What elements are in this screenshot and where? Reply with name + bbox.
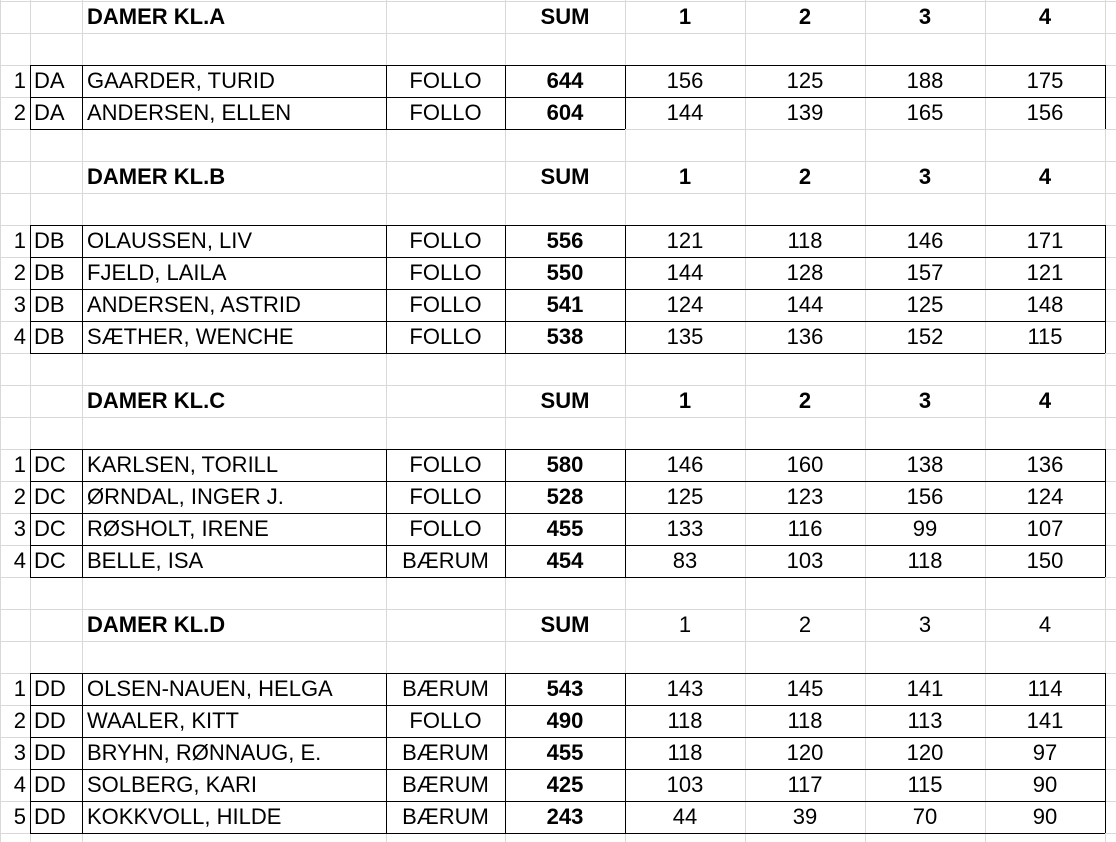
score-4-cell[interactable]: 107	[1026, 516, 1064, 541]
score-4-cell[interactable]: 148	[1026, 292, 1064, 317]
club-cell[interactable]: FOLLO	[409, 708, 482, 733]
score-2-cell[interactable]: 123	[786, 484, 824, 509]
rank-cell[interactable]: 2	[13, 260, 26, 285]
sum-cell[interactable]: 454	[546, 548, 584, 573]
table-border-line	[30, 449, 1105, 450]
rank-cell[interactable]: 2	[13, 100, 26, 125]
grid-row-line	[0, 33, 1116, 34]
score-4-cell[interactable]: 115	[1027, 324, 1063, 349]
table-border-line	[505, 65, 506, 129]
score-1-cell[interactable]: 44	[672, 804, 698, 829]
score-3-cell[interactable]: 156	[906, 484, 944, 509]
round-4-header[interactable]: 4	[1038, 388, 1052, 413]
class-code-cell[interactable]: DC	[34, 516, 66, 541]
sum-cell[interactable]: 556	[546, 228, 584, 253]
table-border-line	[30, 449, 31, 577]
score-4-cell[interactable]: 97	[1032, 740, 1058, 765]
score-3-cell[interactable]: 115	[907, 772, 943, 797]
table-border-line	[30, 673, 1105, 674]
sum-cell[interactable]: 550	[546, 260, 584, 285]
score-4-cell[interactable]: 150	[1026, 548, 1064, 573]
rank-cell[interactable]: 3	[13, 516, 26, 541]
score-3-cell[interactable]: 113	[907, 708, 943, 733]
round-3-header[interactable]: 3	[918, 612, 932, 637]
score-2-cell[interactable]: 118	[787, 708, 823, 733]
score-3-cell[interactable]: 138	[906, 452, 944, 477]
score-1-cell[interactable]: 144	[666, 100, 704, 125]
table-row[interactable]	[0, 289, 1116, 321]
round-1-header[interactable]: 1	[678, 4, 692, 29]
table-border-line	[30, 353, 1105, 354]
rank-cell[interactable]: 1	[13, 228, 26, 253]
rank-cell[interactable]: 1	[13, 452, 26, 477]
score-3-cell[interactable]: 70	[912, 804, 938, 829]
name-cell[interactable]: WAALER, KITT	[87, 708, 239, 733]
score-2-cell[interactable]: 144	[786, 292, 824, 317]
table-border-line	[1105, 449, 1106, 577]
table-border-line	[1105, 65, 1106, 129]
class-code-cell[interactable]: DA	[34, 100, 65, 125]
name-cell[interactable]: OLAUSSEN, LIV	[87, 228, 253, 253]
table-border-line	[30, 129, 625, 130]
club-cell[interactable]: FOLLO	[409, 260, 482, 285]
club-cell[interactable]: BÆRUM	[402, 676, 489, 701]
score-4-cell[interactable]: 124	[1026, 484, 1064, 509]
score-3-cell[interactable]: 141	[906, 676, 944, 701]
table-border-line	[625, 449, 626, 577]
round-1-header[interactable]: 1	[678, 388, 692, 413]
name-cell[interactable]: GAARDER, TURID	[87, 68, 275, 93]
rank-cell[interactable]: 5	[13, 804, 26, 829]
round-3-header[interactable]: 3	[918, 164, 932, 189]
table-row[interactable]	[0, 449, 1116, 481]
table-row[interactable]	[0, 737, 1116, 769]
score-2-cell[interactable]: 145	[786, 676, 824, 701]
class-code-cell[interactable]: DB	[34, 324, 65, 349]
class-code-cell[interactable]: DD	[34, 676, 66, 701]
rank-cell[interactable]: 1	[13, 676, 26, 701]
round-3-header[interactable]: 3	[918, 388, 932, 413]
class-code-cell[interactable]: DD	[34, 804, 66, 829]
grid-row-line	[0, 641, 1116, 642]
score-2-cell[interactable]: 118	[787, 228, 823, 253]
table-row[interactable]	[0, 65, 1116, 97]
table-row[interactable]	[0, 225, 1116, 257]
club-cell[interactable]: BÆRUM	[402, 740, 489, 765]
table-border-line	[30, 481, 1105, 482]
score-1-cell[interactable]: 156	[666, 68, 704, 93]
table-border-line	[625, 65, 626, 129]
class-code-cell[interactable]: DA	[34, 68, 65, 93]
score-1-cell[interactable]: 143	[666, 676, 704, 701]
name-cell[interactable]: KOKKVOLL, HILDE	[87, 804, 282, 829]
section-title[interactable]: DAMER KL.D	[87, 612, 226, 637]
score-2-cell[interactable]: 116	[787, 516, 823, 541]
score-3-cell[interactable]: 188	[906, 68, 944, 93]
score-4-cell[interactable]: 136	[1026, 452, 1064, 477]
club-cell[interactable]: FOLLO	[409, 292, 482, 317]
table-border-line	[386, 673, 387, 833]
sum-cell[interactable]: 538	[546, 324, 584, 349]
table-row[interactable]	[0, 321, 1116, 353]
sum-column-header[interactable]: SUM	[540, 612, 590, 637]
class-code-cell[interactable]: DC	[34, 452, 66, 477]
table-border-line	[30, 705, 1105, 706]
sum-cell[interactable]: 425	[546, 772, 584, 797]
score-4-cell[interactable]: 121	[1026, 260, 1064, 285]
table-row[interactable]	[0, 513, 1116, 545]
score-3-cell[interactable]: 146	[906, 228, 944, 253]
sum-column-header[interactable]: SUM	[540, 164, 590, 189]
class-code-cell[interactable]: DC	[34, 484, 66, 509]
class-code-cell[interactable]: DB	[34, 260, 65, 285]
round-4-header[interactable]: 4	[1038, 4, 1052, 29]
score-4-cell[interactable]: 90	[1032, 772, 1058, 797]
round-2-header[interactable]: 2	[798, 164, 812, 189]
class-code-cell[interactable]: DD	[34, 708, 66, 733]
section-header-d[interactable]	[0, 609, 1116, 641]
score-1-cell[interactable]: 125	[666, 484, 704, 509]
club-cell[interactable]: FOLLO	[409, 228, 482, 253]
table-border-line	[386, 65, 387, 129]
score-3-cell[interactable]: 152	[906, 324, 944, 349]
name-cell[interactable]: BRYHN, RØNNAUG, E.	[87, 740, 322, 765]
round-2-header[interactable]: 2	[798, 612, 812, 637]
section-header-b[interactable]	[0, 161, 1116, 193]
name-cell[interactable]: RØSHOLT, IRENE	[87, 516, 269, 541]
club-cell[interactable]: FOLLO	[409, 516, 482, 541]
table-border-line	[30, 545, 1105, 546]
table-border-line	[30, 577, 1105, 578]
table-border-line	[30, 97, 1105, 98]
score-2-cell[interactable]: 128	[786, 260, 824, 285]
name-cell[interactable]: SÆTHER, WENCHE	[87, 324, 294, 349]
score-1-cell[interactable]: 124	[666, 292, 704, 317]
rank-cell[interactable]: 3	[13, 292, 26, 317]
table-border-line	[625, 673, 626, 833]
table-border-line	[30, 673, 31, 833]
grid-row-line	[0, 417, 1116, 418]
table-border-line	[30, 321, 1105, 322]
score-1-cell[interactable]: 144	[666, 260, 704, 285]
score-3-cell[interactable]: 120	[906, 740, 944, 765]
table-border-line	[30, 225, 1105, 226]
score-4-cell[interactable]: 114	[1027, 676, 1063, 701]
club-cell[interactable]: FOLLO	[409, 484, 482, 509]
table-border-line	[82, 673, 83, 833]
table-border-line	[386, 449, 387, 577]
club-cell[interactable]: FOLLO	[409, 324, 482, 349]
round-4-header[interactable]: 4	[1038, 164, 1052, 189]
section-header-c[interactable]	[0, 385, 1116, 417]
sum-cell[interactable]: 243	[546, 804, 584, 829]
score-2-cell[interactable]: 103	[786, 548, 824, 573]
score-4-cell[interactable]: 90	[1032, 804, 1058, 829]
score-2-cell[interactable]: 39	[792, 804, 818, 829]
club-cell[interactable]: BÆRUM	[402, 804, 489, 829]
score-3-cell[interactable]: 99	[912, 516, 938, 541]
section-title[interactable]: DAMER KL.B	[87, 164, 226, 189]
score-4-cell[interactable]: 175	[1026, 68, 1064, 93]
rank-cell[interactable]: 2	[13, 708, 26, 733]
name-cell[interactable]: OLSEN-NAUEN, HELGA	[87, 676, 333, 701]
table-row[interactable]	[0, 97, 1116, 129]
club-cell[interactable]: FOLLO	[409, 100, 482, 125]
table-border-line	[505, 225, 506, 353]
table-border-line	[30, 257, 1105, 258]
score-1-cell[interactable]: 83	[672, 548, 698, 573]
table-border-line	[625, 225, 626, 353]
table-row[interactable]	[0, 801, 1116, 833]
table-row[interactable]	[0, 673, 1116, 705]
score-3-cell[interactable]: 125	[906, 292, 944, 317]
sum-cell[interactable]: 528	[546, 484, 584, 509]
score-1-cell[interactable]: 135	[666, 324, 704, 349]
class-code-cell[interactable]: DD	[34, 740, 66, 765]
sum-column-header[interactable]: SUM	[540, 388, 590, 413]
rank-cell[interactable]: 3	[13, 740, 26, 765]
club-cell[interactable]: FOLLO	[409, 68, 482, 93]
sum-cell[interactable]: 490	[546, 708, 584, 733]
score-1-cell[interactable]: 146	[666, 452, 704, 477]
club-cell[interactable]: BÆRUM	[402, 548, 489, 573]
sum-cell[interactable]: 455	[546, 516, 584, 541]
score-2-cell[interactable]: 160	[786, 452, 824, 477]
table-border-line	[30, 801, 1105, 802]
score-2-cell[interactable]: 139	[786, 100, 824, 125]
sum-cell[interactable]: 541	[546, 292, 584, 317]
score-4-cell[interactable]: 171	[1026, 228, 1064, 253]
table-border-line	[386, 225, 387, 353]
section-title[interactable]: DAMER KL.A	[87, 4, 226, 29]
round-3-header[interactable]: 3	[918, 4, 932, 29]
class-code-cell[interactable]: DB	[34, 228, 65, 253]
score-1-cell[interactable]: 103	[666, 772, 704, 797]
table-border-line	[30, 833, 1105, 834]
rank-cell[interactable]: 1	[13, 68, 26, 93]
round-1-header[interactable]: 1	[678, 612, 692, 637]
grid-row-line	[0, 193, 1116, 194]
sum-cell[interactable]: 455	[546, 740, 584, 765]
round-2-header[interactable]: 2	[798, 388, 812, 413]
club-cell[interactable]: BÆRUM	[402, 772, 489, 797]
table-border-line	[30, 513, 1105, 514]
name-cell[interactable]: SOLBERG, KARI	[87, 772, 257, 797]
score-2-cell[interactable]: 125	[786, 68, 824, 93]
score-2-cell[interactable]: 120	[786, 740, 824, 765]
sum-cell[interactable]: 644	[546, 68, 584, 93]
name-cell[interactable]: BELLE, ISA	[87, 548, 204, 573]
section-header-a[interactable]	[0, 1, 1116, 33]
table-border-line	[1105, 225, 1106, 353]
round-2-header[interactable]: 2	[798, 4, 812, 29]
table-border-line	[82, 225, 83, 353]
round-1-header[interactable]: 1	[678, 164, 692, 189]
class-code-cell[interactable]: DC	[34, 548, 66, 573]
club-cell[interactable]: FOLLO	[409, 452, 482, 477]
class-code-cell[interactable]: DD	[34, 772, 66, 797]
table-row[interactable]	[0, 705, 1116, 737]
name-cell[interactable]: ANDERSEN, ELLEN	[87, 100, 292, 125]
table-border-line	[30, 65, 31, 129]
sum-cell[interactable]: 604	[546, 100, 584, 125]
score-3-cell[interactable]: 165	[906, 100, 944, 125]
score-1-cell[interactable]: 133	[666, 516, 704, 541]
table-row[interactable]	[0, 257, 1116, 289]
round-4-header[interactable]: 4	[1038, 612, 1052, 637]
rank-cell[interactable]: 4	[13, 772, 26, 797]
table-row[interactable]	[0, 769, 1116, 801]
sum-cell[interactable]: 543	[546, 676, 584, 701]
table-border-line	[30, 225, 31, 353]
sum-cell[interactable]: 580	[546, 452, 584, 477]
table-border-line	[30, 65, 1105, 66]
section-title[interactable]: DAMER KL.C	[87, 388, 226, 413]
table-border-line	[30, 289, 1105, 290]
name-cell[interactable]: KARLSEN, TORILL	[87, 452, 279, 477]
class-code-cell[interactable]: DB	[34, 292, 65, 317]
table-border-line	[82, 449, 83, 577]
name-cell[interactable]: ØRNDAL, INGER J.	[87, 484, 284, 509]
table-border-line	[1105, 673, 1106, 833]
name-cell[interactable]: FJELD, LAILA	[87, 260, 227, 285]
table-border-line	[505, 449, 506, 577]
score-2-cell[interactable]: 136	[786, 324, 824, 349]
score-4-cell[interactable]: 156	[1026, 100, 1064, 125]
table-border-line	[30, 769, 1105, 770]
score-1-cell[interactable]: 118	[667, 708, 703, 733]
score-1-cell[interactable]: 121	[666, 228, 704, 253]
rank-cell[interactable]: 4	[13, 324, 26, 349]
table-border-line	[30, 737, 1105, 738]
name-cell[interactable]: ANDERSEN, ASTRID	[87, 292, 301, 317]
score-3-cell[interactable]: 118	[907, 548, 943, 573]
table-border-line	[505, 673, 506, 833]
sum-column-header[interactable]: SUM	[540, 4, 590, 29]
table-border-line	[82, 65, 83, 129]
score-2-cell[interactable]: 117	[787, 772, 823, 797]
score-1-cell[interactable]: 118	[667, 740, 703, 765]
table-row[interactable]	[0, 481, 1116, 513]
table-row[interactable]	[0, 545, 1116, 577]
score-4-cell[interactable]: 141	[1026, 708, 1064, 733]
rank-cell[interactable]: 4	[13, 548, 26, 573]
score-3-cell[interactable]: 157	[906, 260, 944, 285]
rank-cell[interactable]: 2	[13, 484, 26, 509]
